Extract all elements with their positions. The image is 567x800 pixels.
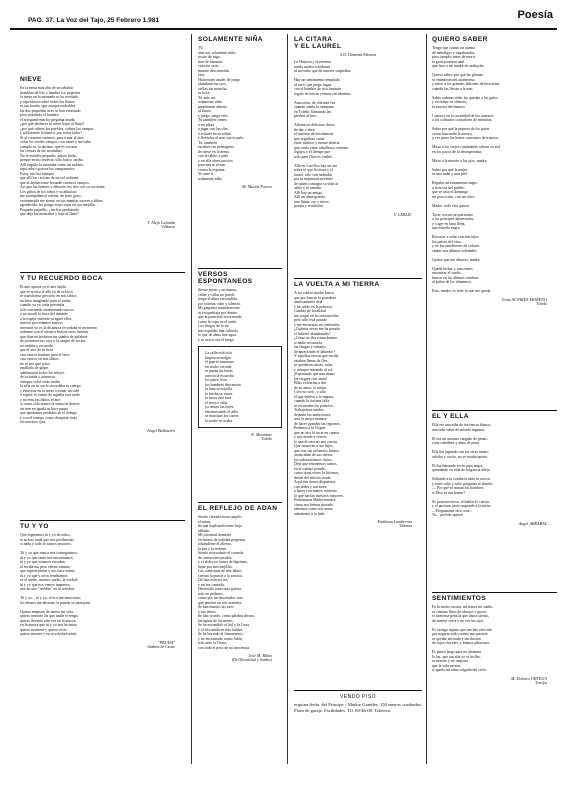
- ad-title: VENDO PISO: [339, 694, 377, 700]
- poem-author: José M. Ribas: [248, 653, 272, 658]
- poem-body: TU ante mí, solamente niña: rostro de trigo, mar de fantasía, vida sin vivir, mundo desconocido, eres. Horizontes azules de juego alumbran tus ojos, orillas sin mancha, tu boca. Tú ante mí, solamente niña: parpiteante abierto al futuro y juego, juego eres. Tú también vienes a mi playa a jugar con las olas, a echarte en su rebito y llevarlas al mar con tu palo. Tú, también escribes tus pensagetes de nieve en la arena con la rabito y palo y en ella abres porcios para entrar al mar contra la espuma. Yo ante tí, solamente niño.: [198, 46, 245, 181]
- poem-title: Y TU RECUERDO BOCA: [20, 272, 185, 282]
- poem-body: Ella era una niña de inocencia blanca, una niña rubia de mirada ingenua. El era un anciano cargado de penas, cona cabellera y alma de pena. Ella iba jugando con las otras nenas, saltaba y corría, no se estaba quieta. El iba fumando en su pipa negra, quemando su vida de fragancia añeja. Saltando a la comba la niña se acerca y entre salto y salto pregunta al abuelo: — Por qué se matan los hombres si Dios es tan bueno? Se pone nervioso, al hablar le cuesta, y el anciano triste responde a la nieta: —Preguntame otra cosa... Yo... prefido quieta!: [432, 423, 494, 517]
- poem-title: EL REFLEJO DE ADAN: [198, 502, 282, 512]
- poem-author: Emiliana Lumbreras: [377, 519, 412, 524]
- poem-author: Jesús ALVAREZ MORENO: [501, 296, 547, 302]
- poem-tu-y-yo: [20, 520, 185, 790]
- poem-title: SENTIMIENTOS: [432, 592, 557, 602]
- poem-place: Torrijos: [535, 680, 547, 685]
- poem-title: SOLAMENTE NIÑA: [198, 36, 263, 43]
- poem-la-vuelta: [294, 278, 422, 688]
- poem-body: En la mesa más alta de un arbolito tiemblan de frío y hambre los pajaritos la nieve en la montaña se ha revelado y caprichosa cubre todos los llanos; es tan bonita, que aunque endiablos las dos pequeñas aves se han extasiado pero sintiendo el hambre el arrogante macho pregunta airado ¿por qué deshacer la nieve bajar al llano? ¿por qué cubres los pueblos, cubres los campos y sollozando la blanca, por todos lados? Si al crearnos vinimos, para trinar al aire, volar los verdes campos, con amor y sin saña, cumplo tú, tu destino, que es coronar las crestas de las montañas. No te enfades pequeño, pájaro lindo, porque en mi invierno sólo busco cariño. Allí orgullo la montaña como un sudario, aquí cubro gozosa los campanarios. Estoy tan fría siempre que allí los caricias de un sol ardiente que al deshacerme fecundé vuestros campos. Asi que las fuentes y alboroto los ríos con su corriente. Los gritos de los niños y su alboroto me acompañan al reírme, de puro gozo, extremecida me siento en sus manitas suaves y tibias. agradecida, les pongo rosas rojas en sus mejillas. Pequeño pajarillo, ¡me has perdonado que deje las montañas y baje al llano?: [20, 86, 106, 216]
- poem-place: Toledo: [261, 437, 272, 441]
- poem-place: Villaseca: [161, 224, 175, 229]
- poem-versos-espontaneos: [198, 268, 282, 500]
- poem-inset: La calle está sola inspira nostalgia el puerto murmura en noche cerrada se pasan las horas arrecia la escarcha los pinos fríos los hombres descansan la luna se estrella la hierba se canas la tierra está fura el arroyo calla ya tienen las luces estremecendo el alba se marchan los carros la noche se acaba.: [198, 346, 282, 428]
- section-title: Poesía: [517, 9, 553, 21]
- poem-title: LA CITARA Y EL LAUREL: [294, 36, 342, 50]
- page-header: [10, 8, 557, 30]
- poem-body: Siento morir y no muero, callar y callar no puedo tengo el alma cercondida por tristeza, odio y silencio. Mi garganta incandescente se resquebraja por dentro que la pena está recorriendo como la copa en el suelo. Los látigos de la ira mis espaldas han cubierto lo que de alma trae agua y se aviva con el fuego.: [198, 288, 242, 342]
- poem-solamente-nina: [198, 34, 282, 266]
- poem-body: Siento clavada en mi pupilo, el mirar, de una trepliandeciente hoja afilada. Mi juventud dormida en brazos de soledad perpetua, robándome el aliento, la paz y la ternura. Siento acorrodado el corazón de camas envejecidas, y el dolor en forma de lágrimas, bajar por mis mejillas. Las comisuras de mis labios cierran la puerta a la sonrisa. De luto está mi tez, y mi tez cansada. Derrotado como una guerra, solo en pedazos, como por un devastador rayo que penetró en mis sentidos. Se han muerto las aves y sus trinos. Se han secado, como palabra divina, las aguas de los mares. Se ha escondido el Sol y la Luna, y el frío anida en mis latidos. Se ha borrado el firmamento... y he encontrado como Adán, solo ante la Tierra, con todo el peso de mi inocencia.: [198, 515, 255, 650]
- page-header-info: PAG. 37. La Voz del Tajo, 25 Febrero 1.981: [28, 17, 160, 24]
- poem-body: La Historia y la terrenta sueña sueños toledanos al trovador que de amores suspiraba. Hay un sentimiento templado al rayo, que juega fugaz con el hombre de rica fantasía regalo de tierras yermas sin almenas. Anacoreta, de vibrante faz cuando sueña la campana en Toledo, llamando las piedras al foro. Alienta en delicioso deseo de dar y abrir el torrente de ensoñanzas que orgulloso canta entre místico y fuente abierta que vuela entre caballeros, ermitas, legajos y el tiempo que solo para Dios es visible. Allá en Lucífloo hay un ara sobre el que la cítara y el laurel, sólo son turbados por la inquietud sirviente de quien consagra su vida al saber y al ensalar. Allí hay un amigo. Allí un alma grande, una llama, oro y nieve, poesía y erudición.: [294, 60, 352, 208]
- poem-author: Angel Ballestero: [147, 427, 175, 433]
- classified-ad: [294, 690, 422, 789]
- poem-sentimientos: [432, 592, 557, 790]
- poem-title: LA VUELTA A MI TIERRA: [294, 278, 422, 288]
- poem-title: NIEVE: [20, 76, 42, 83]
- poem-author: V. LEBLIC: [393, 211, 412, 217]
- poem-author: E. Moramar: [251, 432, 272, 437]
- poem-body: Tengo que contar un cuento de mendigos y vagabundos, para cumplir antes de morir la gran promesa azul que hice a mi madre de azabache. Quiero saber, por qué las glianas se enamoran del atraneceur, y mirar a los grandes ladrones de bicicletas cuando las llevan a la mar. Saber cuántas vidas las quedan a los gatos, y escuchar en silencio, la sonrisa del muerto. Conocer en la oscuridad de los caminos a los solitarios contadores de mentiras. Saber por qué la piqueta de los gatos cavan buscando la aurora, y ver pasar las lentas caravanas de tristeza. Mirar a los viejos caminantes calmar su sed en los pozos de la desesperanza. Mirar a la muerte a los ojos, madre. Saber por qué la mujer es una nube y una piel. Regalar un ensamiento negro a la novia del pueblo que se casa el domingo un poco triste, con un olivo. Madre, todo esto quiero. Tocar con mi propia mano a los príncipes desterrados, y coger en luna llena, una estrella negra. Recorrer a solas con mis hijos los países del vino, y en los atardeceres de colores cantar mis últimas soledades. Quiero que me abraces, madre. Queda luchar y vencerme; encontrar el sueño, buscar en las últimas sombras al pobre de los alimentos. Esto, madre, es todo lo que me queda.: [432, 46, 500, 293]
- poem-title: EL Y ELLA: [432, 410, 557, 420]
- poem-dedication: A D. Clemente Palencia: [339, 53, 377, 57]
- poem-place: Talavera: [398, 524, 412, 528]
- poem-reflejo-de-adan: [198, 502, 282, 780]
- column-divider: [191, 34, 192, 764]
- ad-text: esquina Avda. del Príncipe - Muñoz Grandes. 150 metros cuadrados. Plaza de garaje. Facilidades. Tlf. 80-46-08. Talavera.: [294, 702, 422, 714]
- poem-author: "PRUDA": [157, 639, 175, 645]
- poem-body: El aire apresa ya el aire latido que se acerca el año ya de tu boca se transforma precioso en mis labios en beso imaginado para el sueño cuando ya yo creía presentía solo corriendo enamorando surcos y no mordí la fruta del instante a la espeja viniente tu aguel ellos nuevos procedamos nuevos mientras yo es la distancia recordaba el momento solemne con el oírme a buscar otras fuentes que dijeron brotaron tus sueños de palabras de promesas tus ojos y la sangre de rocíos recordaba y recuerdo que el aire de tu boca casi estuvo maduro para el beso casi estuvo en mis labios no sé por qué rotos estallado de golpe adelantaron todos los relojes de tu huida y ausencia siempre volví otras tardes la silla en su vacío recordaba tu cuerpo y estuviste en la mesa a tomar un café a repetir el viento de aquella otra tarde y no eras tus labios el aire si como sólo somos la suma de deseos un tren en igualá se hace punto que quedamos perdidos en el tiempo y con el tiempo como chaqueta vieja en nosotros ojos.: [20, 285, 97, 424]
- poem-title: QUIERO SABER: [432, 36, 488, 43]
- poem-author: T. Alejo Lalanda: [147, 219, 175, 225]
- poem-place: Toledo: [536, 301, 547, 306]
- poem-author: M. Dolores ORTEGA: [510, 675, 547, 681]
- poem-quiero-saber: [432, 34, 557, 404]
- poem-title: VERSOS ESPONTANEOS: [198, 268, 282, 285]
- poem-el-y-ella: [432, 410, 557, 590]
- poem-place: Jiménez de Castro: [147, 644, 175, 649]
- poem-title: TU Y YO: [20, 520, 185, 530]
- poem-author: Angel ARRABAL: [518, 520, 547, 526]
- poem-recuerdo: [20, 272, 185, 512]
- poem-body: Es la noche oscura, mi temor mi sueño, es camino lleno de abrojos y gozos es inmensa pena la que ahora siento, de tenerte cerca y no ver tus ojos. Es castigo injusto que me has ofrecido por negarte todo cuanto me quisiste, es quedar sin nada y sin ilusión de rojos claveles, y blanca alhucema. Es paseo largo para no alcanzar la luz, que tan alta yo vi brillar, es muerte y no importa, que la vida menos, si queda mi alma colgada del cielo.: [432, 605, 494, 672]
- column-divider: [426, 34, 427, 764]
- poem-body: Qué esperamos tú y yo de todos, si no hay nada que nos puedan dar, si nada y todo lo somos nosotros. Tú y yo que nunca nos conseguimos; tú y yo que tanto nos necesitamos; tú y yo que estamos extraños al escabroso pero eterno camino que supiste penas y nos hace sonar; tú y yo que y otros tendríamos es el sueño, nuestro sueño, la verdad; tú y yo que nos vemos impresos une en otro "inédito" en la soledad. Tú y yo... tú y yo, el eco me emociona, los deseos me abrasan, la pasión se interpone. Quiero empezar de nuevo mi vida, quiero sentarte las que nadie te tenga, quiero llevaste otra vez en la aurora, en la aurora que tú y yo nos hicimos; quiero morirme y quiero vivir, quiero mirarte y en tu soledad sentir.: [20, 533, 92, 636]
- poem-author: M. Martín Forero: [242, 184, 272, 189]
- poem-la-citara: [294, 34, 422, 276]
- poem-body: A mi vuelvo madre busca que por buscar la grandeza ansiosamente dejé y he caído en la pobreza. Cambié de localidad me ocupé en la construcción, pero sólo está parado y me encuentro en confusión. ¿Cuántas veces me ha pesado el haberte abandonado? ¿Cómo no iba a marcharme si nadie reconocía las fatigas y trabajos de apreciando el labrador? Y aquellas tierras que un día estaban llenas de flor, se quedaron tristes, solas y siempre mirando al sol. ¡Esperando que una mano las rasgara con amor! Ellas volverían a dar de su amor, lo mejor. Creo no será ; o sólo el que vuelva o lo negara, cuando la fortuna falta se recuerdan los palacios. Trabajemos unidos dejando las ambiciones, será la mejor manera de hacer grandes las regiones. Pedimos a la Virgen que no nos lo tocie en cuenta y nos ayude a vencer, lo que el retorno nos cuesta. Que renazcan a sus hijos, que con sus esfuerzos brutos, arrancaban de sus tierras, los saborosísimos frutos. Deja que entonemos cantos en el trabajo pesado, como otras veces lo hicimos, detrás del místico arado. Aquí nos tienes dispuestos con útiles y tractores, a hacer con menos esfuerzo lo que hacían nuestros mayores. Perdónanos Madre nuestra cómo nos hemos portado, sabemos como nos amas, admítenos a tu lado.: [294, 291, 344, 516]
- poem-nieve: [20, 74, 185, 264]
- column-divider: [287, 34, 288, 764]
- poem-place: (De Obscuridad y Sueños): [231, 658, 272, 662]
